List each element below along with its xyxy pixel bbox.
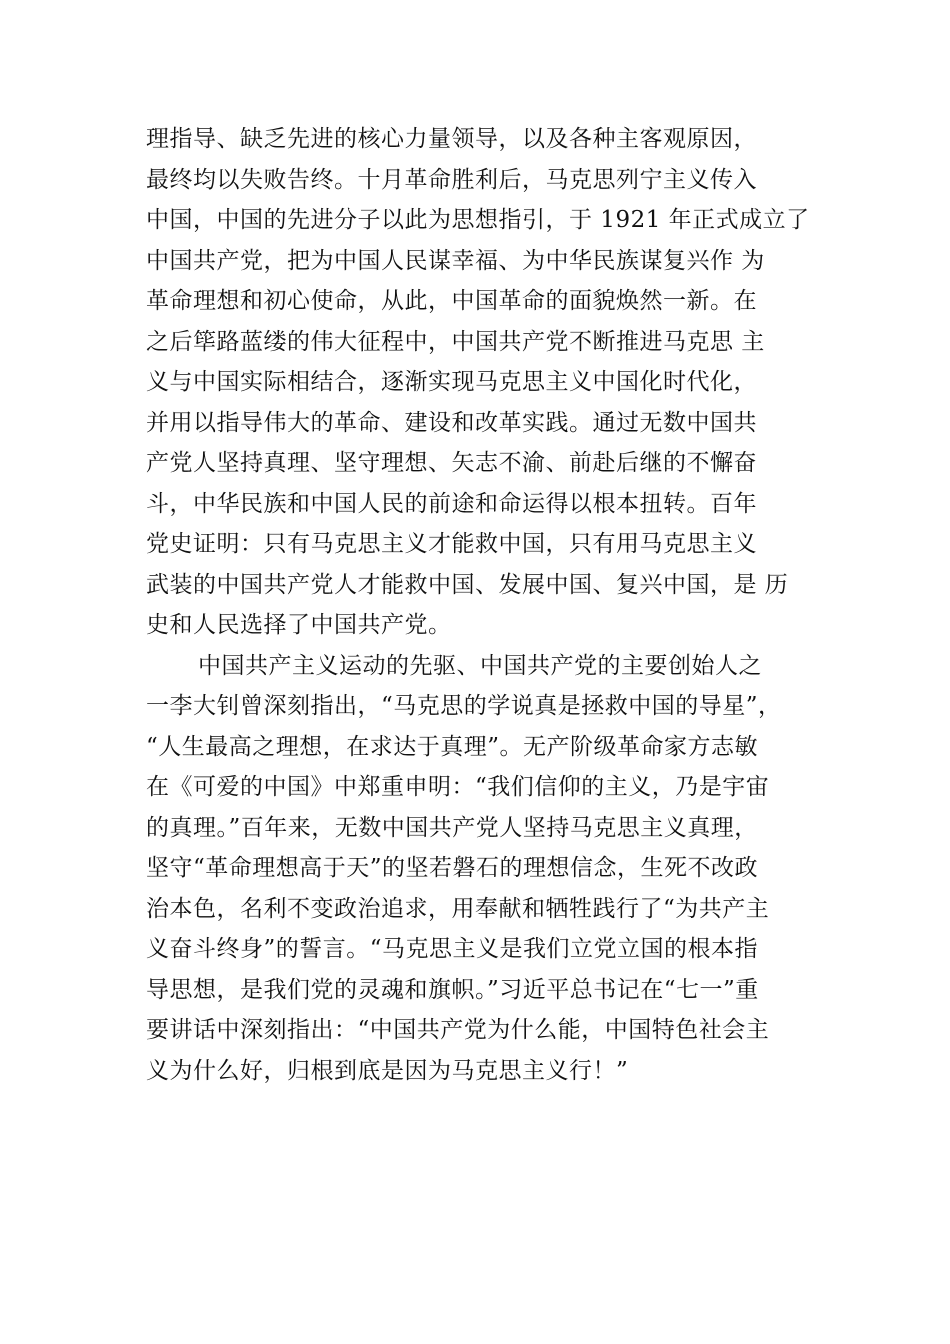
text-line: 史和人民选择了中国共产党。 (146, 612, 452, 638)
text-line: 理指导、缺乏先进的核心力量领导，以及各种主客观原因， (146, 126, 757, 152)
text-line: 导思想，是我们党的灵魂和旗帜。”习近平总书记在“七一”重 (146, 976, 759, 1003)
text-line: 产党人坚持真理、坚守理想、矢志不渝、前赴后继的不懈奋 (146, 450, 757, 476)
text-line: 之后筚路蓝缕的伟大征程中，中国共产党不断推进马克思 主 (146, 328, 765, 355)
text-line: 治本色，名利不变政治追求，用奉献和牺牲践行了“为共产主 (146, 895, 770, 922)
text-line: “人生最高之理想，在求达于真理”。无产阶级革命家方志敏 (146, 733, 759, 760)
text-line: 并用以指导伟大的革命、建设和改革实践。通过无数中国共 (146, 409, 757, 436)
text-line: 要讲话中深刻指出：“中国共产党为什么能，中国特色社会主 (146, 1017, 770, 1043)
text-line: 一李大钊曾深刻指出，“马克思的学说真是拯救中国的导星”， (146, 693, 782, 719)
text-line: 义奋斗终身”的誓言。“马克思主义是我们立党立国的根本指 (146, 936, 759, 962)
paragraph-2 (146, 646, 846, 1092)
text-line: 中国，中国的先进分子以此为思想指引，于 1921 年正式成立了 (146, 207, 810, 233)
text-line: 义为什么好，归根到底是因为马克思主义行！” (146, 1057, 629, 1084)
text-line: 武装的中国共产党人才能救中国、发展中国、复兴中国，是 历 (146, 571, 789, 598)
text-line: 党史证明：只有马克思主义才能救中国，只有用马克思主义 (146, 531, 757, 557)
document-body (146, 119, 846, 1091)
text-line: 义与中国实际相结合，逐渐实现马克思主义中国化时代化， (146, 369, 757, 395)
text-line: 最终均以失败告终。十月革命胜利后，马克思列宁主义传入 (146, 166, 757, 193)
text-line: 的真理。”百年来，无数中国共产党人坚持马克思主义真理， (146, 814, 758, 841)
paragraph-1 (146, 119, 846, 646)
text-line: 革命理想和初心使命，从此，中国革命的面貌焕然一新。在 (146, 288, 757, 314)
text-line: 中国共产主义运动的先驱、中国共产党的主要创始人之 (198, 652, 762, 679)
text-line: 中国共产党，把为中国人民谋幸福、为中华民族谋复兴作 为 (146, 247, 765, 274)
text-line: 在《可爱的中国》中郑重申明：“我们信仰的主义，乃是宇宙 (146, 774, 770, 800)
text-line: 坚守“革命理想高于天”的坚若磐石的理想信念，生死不改政 (146, 855, 759, 881)
text-line: 斗，中华民族和中国人民的前途和命运得以根本扭转。百年 (146, 490, 757, 517)
